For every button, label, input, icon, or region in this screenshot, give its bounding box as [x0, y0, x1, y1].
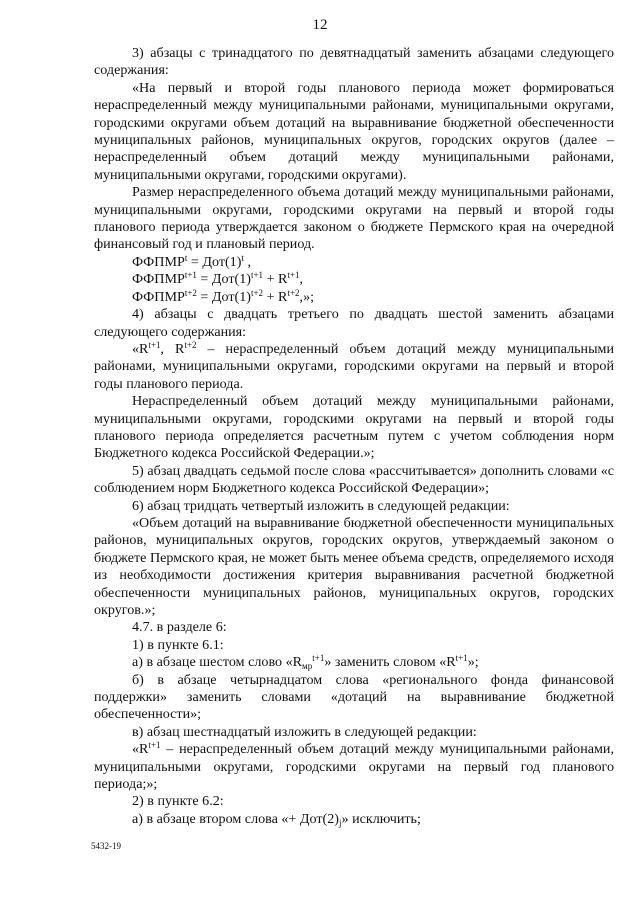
text-run: ФФПМР [132, 271, 185, 288]
text-run: , [243, 253, 251, 270]
superscript: t+1 [250, 270, 264, 281]
text-run: , [299, 271, 304, 288]
superscript: t+1 [184, 270, 197, 281]
text-run: «R [132, 340, 149, 357]
text-run: – нераспределенный объем дотаций между муниципальными районами, муниципальными округами, городскими округами на первый и второй годы планового периода. [94, 340, 614, 392]
superscript: t+1 [148, 339, 161, 350]
superscript: t+1 [148, 740, 161, 751]
text-run: – нераспределенный объем дотаций между муниципальными районами, муниципальными округами, городскими округами на первый год планового периода;»; [94, 741, 614, 793]
text-run: ,»; [299, 288, 315, 305]
superscript: t+1 [287, 270, 300, 281]
paragraph: в) абзац шестнадцатый изложить в следующей редакции: [132, 723, 477, 740]
paragraph [94, 654, 614, 671]
superscript: t+2 [184, 287, 197, 298]
text-run: а) в абзаце шестом слово «R [132, 654, 303, 671]
paragraph: б) в абзаце четырнадцатом слова «регионального фонда финансовой поддержки» заменить словами «дотаций на выравнивание бюджетной обеспеченности»; [94, 671, 614, 723]
text-run: = Дот(1) [187, 253, 242, 270]
paragraph: 3) абзацы с тринадцатого по девятнадцатый заменить абзацами следующего содержания: [94, 45, 614, 79]
text-run: + R [263, 271, 288, 288]
paragraph: Нераспределенный объем дотаций между муниципальными районами, муниципальными округами, городскими округами на первый и второй годы планового периода определяется расчетным путем с учетом соблюдения норм Бюджетного кодекса Российской Федерации.»; [94, 393, 614, 462]
paragraph: «На первый и второй годы планового периода может формироваться нераспределенный между муниципальными районами, муниципальными округами, городскими округами объем дотаций на выравнивание бюджетной обеспеченности муниципальных районов, муниципальных округов, городских округов (далее – нераспределенный объем дотаций между муниципальными районами, муниципальными округами, городскими округами). [94, 79, 614, 183]
subscript: мр [302, 661, 313, 672]
superscript: t+2 [184, 339, 197, 350]
text-run: + R [263, 288, 288, 305]
text-run: » заменить словом «R [324, 654, 456, 671]
superscript: t [184, 252, 188, 263]
text-run: ФФПМР [132, 288, 185, 305]
paragraph [94, 741, 614, 793]
text-run: »; [467, 654, 479, 671]
formula-line [94, 254, 614, 271]
paragraph: 4.7. в разделе 6: [132, 619, 227, 636]
text-run: , R [160, 340, 185, 357]
text-run: = Дот(1) [196, 288, 251, 305]
paragraph: 5) абзац двадцать седьмой после слова «рассчитывается» дополнить словами «с соблюдением норм Бюджетного кодекса Российской Федерации»; [94, 462, 614, 497]
formula-line [94, 289, 614, 306]
paragraph: 2) в пункте 6.2: [132, 793, 224, 810]
text-run: а) в абзаце втором слова «+ Дот(2) [132, 810, 339, 827]
superscript: t [241, 252, 244, 263]
paragraph: 1) в пункте 6.1: [132, 636, 224, 653]
paragraph [94, 811, 614, 828]
text-run: » исключить; [341, 810, 421, 827]
text-run: «R [132, 741, 149, 758]
paragraph: Размер нераспределенного объема дотаций между муниципальными районами, муниципальными округами, городскими округами на первый и второй годы планового периода утверждается законом о бюджете Пермского края на очередной финансовый год и плановый период. [94, 184, 614, 253]
page-number: 12 [312, 17, 328, 33]
formula-line [94, 271, 614, 288]
document-body [94, 45, 614, 828]
superscript: t+2 [287, 287, 300, 298]
paragraph [94, 341, 614, 393]
superscript: t+2 [250, 287, 264, 298]
subscript: j [338, 817, 342, 828]
superscript: t+1 [455, 653, 468, 664]
document-code: 5432-19 [91, 841, 121, 851]
paragraph: 6) абзац тридцать четвертый изложить в следующей редакции: [132, 497, 510, 514]
text-run: ФФПМР [132, 253, 185, 270]
paragraph: 4) абзацы с двадцать третьего по двадцать шестой заменить абзацами следующего содержания: [94, 306, 614, 340]
text-run: = Дот(1) [196, 271, 251, 288]
superscript: t+1 [312, 653, 325, 664]
paragraph: «Объем дотаций на выравнивание бюджетной обеспеченности муниципальных районов, муниципальных округов, городских округов, утверждаемый законом о бюджете Пермского края, не может быть менее объема средств, определяемого исходя из необходимости достижения критерия выравнивания расчетной бюджетной обеспеченности муниципальных районов, муниципальных округов, городских округов.»; [94, 514, 614, 618]
